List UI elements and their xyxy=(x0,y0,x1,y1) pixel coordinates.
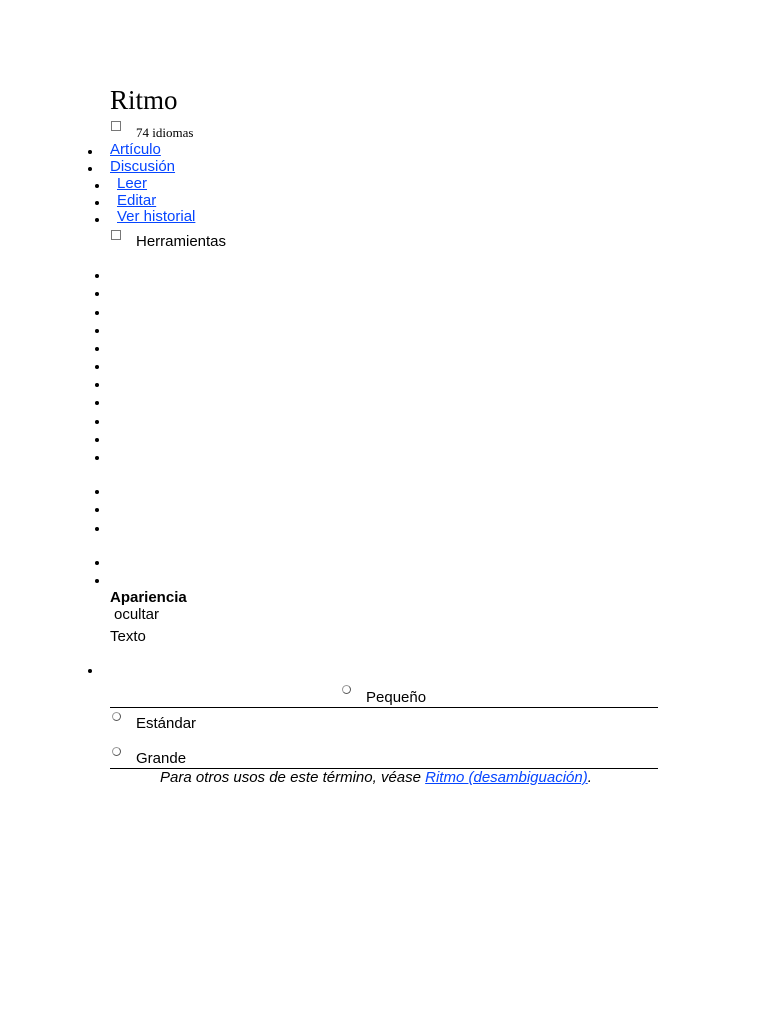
bullet xyxy=(95,184,99,188)
divider xyxy=(110,707,658,708)
bullet xyxy=(88,150,92,154)
tab-edit[interactable]: Editar xyxy=(117,192,157,209)
empty-list-item xyxy=(95,420,99,424)
empty-list-item xyxy=(95,329,99,333)
hatnote-suffix: . xyxy=(587,769,592,786)
size-large-radio[interactable] xyxy=(112,747,121,756)
empty-list-item xyxy=(95,383,99,387)
size-standard-label[interactable]: Estándar xyxy=(136,715,197,732)
empty-list-item xyxy=(95,579,99,583)
empty-list-item xyxy=(95,508,99,512)
size-small-label[interactable]: Pequeño xyxy=(366,689,427,706)
bullet xyxy=(88,167,92,171)
size-large-label[interactable]: Grande xyxy=(136,750,187,767)
empty-list-item xyxy=(95,347,99,351)
empty-list-item xyxy=(95,490,99,494)
size-small-radio[interactable] xyxy=(342,685,351,694)
language-toggle-checkbox[interactable] xyxy=(111,121,121,131)
bullet xyxy=(95,218,99,222)
bullet xyxy=(95,201,99,205)
hatnote xyxy=(160,769,592,786)
empty-list-item xyxy=(95,274,99,278)
empty-list-item xyxy=(95,561,99,565)
text-size-label: Texto xyxy=(110,628,146,645)
hide-appearance-button[interactable]: ocultar xyxy=(114,606,160,623)
hatnote-text: Para otros usos de este término, véase xyxy=(160,769,426,786)
empty-list-item xyxy=(95,292,99,296)
size-standard-radio[interactable] xyxy=(112,712,121,721)
appearance-heading: Apariencia xyxy=(110,589,187,606)
page-title: Ritmo xyxy=(110,85,178,115)
bullet xyxy=(88,669,92,673)
tab-discussion[interactable]: Discusión xyxy=(110,158,176,175)
tab-read[interactable]: Leer xyxy=(117,175,148,192)
disambiguation-link[interactable]: Ritmo (desambiguación) xyxy=(425,769,588,786)
languages-label[interactable]: 74 idiomas xyxy=(136,125,194,140)
empty-list-item xyxy=(95,401,99,405)
empty-list-item xyxy=(95,438,99,442)
tools-label[interactable]: Herramientas xyxy=(136,233,227,250)
empty-list-item xyxy=(95,311,99,315)
empty-list-item xyxy=(95,456,99,460)
empty-list-item xyxy=(95,365,99,369)
tab-article[interactable]: Artículo xyxy=(110,141,161,158)
empty-list-item xyxy=(95,527,99,531)
tools-toggle-checkbox[interactable] xyxy=(111,230,121,240)
tab-history[interactable]: Ver historial xyxy=(117,208,196,225)
